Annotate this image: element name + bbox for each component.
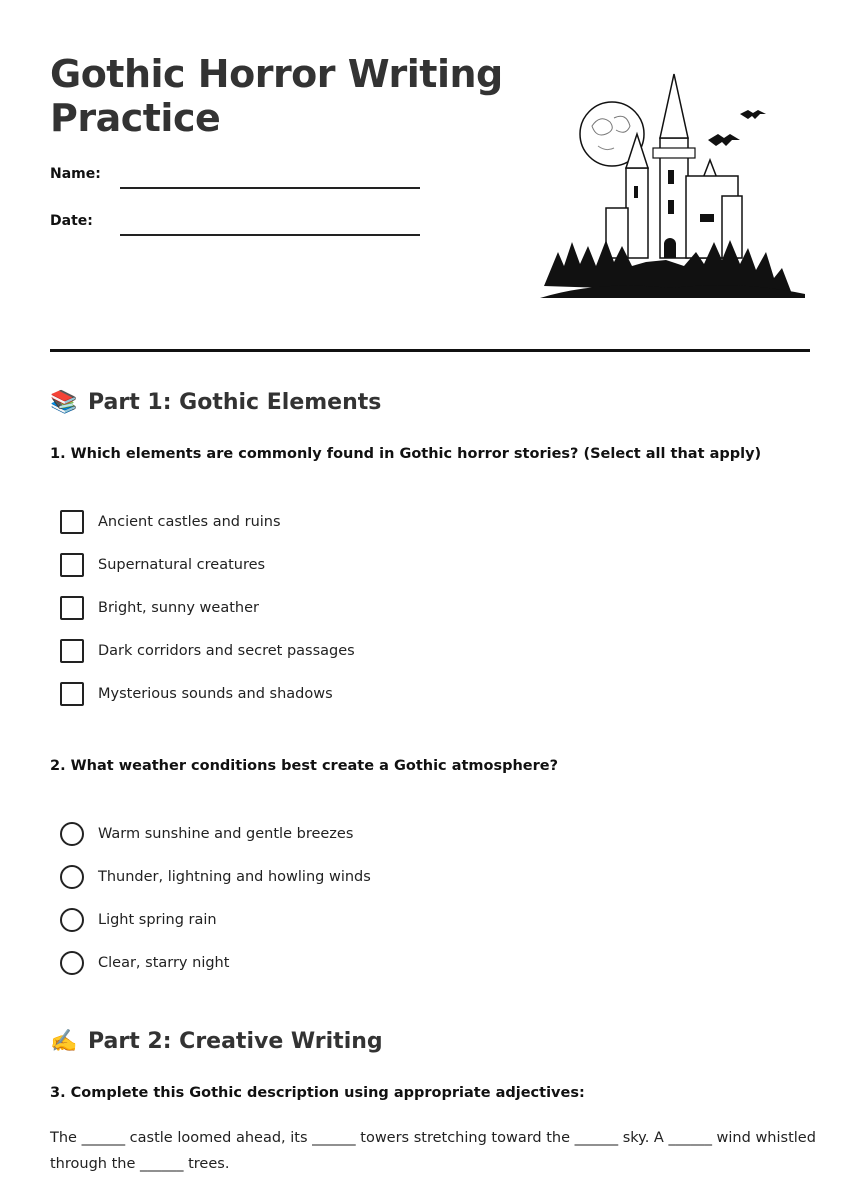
q2-option-3[interactable] [60,908,217,932]
radio-button[interactable] [60,822,84,846]
checkbox[interactable] [60,510,84,534]
q1-option-2[interactable] [60,553,265,577]
q2-option-2[interactable] [60,865,371,889]
q2-option-4[interactable] [60,951,229,975]
writing-hand-icon: ✍️ [50,1029,78,1054]
part2-heading [50,1029,383,1054]
question-1: 1. Which elements are commonly found in Gothic horror stories? (Select all that apply) [50,446,762,462]
checkbox[interactable] [60,682,84,706]
option-label: Warm sunshine and gentle breezes [98,826,354,842]
option-label: Thunder, lightning and howling winds [98,869,371,885]
option-label: Mysterious sounds and shadows [98,686,333,702]
radio-button[interactable] [60,865,84,889]
option-label: Supernatural creatures [98,557,266,573]
header-divider [50,349,810,352]
part2-heading-text: Part 2: Creative Writing [88,1029,383,1054]
q1-option-5[interactable] [60,682,333,706]
option-label: Bright, sunny weather [98,600,259,616]
q1-option-3[interactable] [60,596,259,620]
radio-button[interactable] [60,951,84,975]
books-icon: 📚 [50,390,78,415]
radio-button[interactable] [60,908,84,932]
q1-option-4[interactable] [60,639,355,663]
option-label: Ancient castles and ruins [98,514,281,530]
date-label: Date: [50,213,93,229]
option-label: Clear, starry night [98,955,230,971]
q2-option-1[interactable] [60,822,353,846]
fill-in-paragraph: The ______ castle loomed ahead, its ______ towers stretching toward the ______ sky. A ______ wind whistled through the ______ trees. [50,1130,816,1172]
date-field[interactable] [120,234,420,236]
part1-heading [50,390,381,415]
name-field[interactable] [120,187,420,189]
option-label: Dark corridors and secret passages [98,643,355,659]
part1-heading-text: Part 1: Gothic Elements [88,390,382,415]
page-title: Gothic Horror Writing Practice [50,52,503,140]
checkbox[interactable] [60,639,84,663]
q1-option-1[interactable] [60,510,281,534]
question-2: 2. What weather conditions best create a Gothic atmosphere? [50,758,559,774]
question-3: 3. Complete this Gothic description using appropriate adjectives: [50,1085,585,1101]
option-label: Light spring rain [98,912,217,928]
name-label: Name: [50,166,101,182]
haunted-castle-illustration [540,68,805,303]
checkbox[interactable] [60,553,84,577]
checkbox[interactable] [60,596,84,620]
